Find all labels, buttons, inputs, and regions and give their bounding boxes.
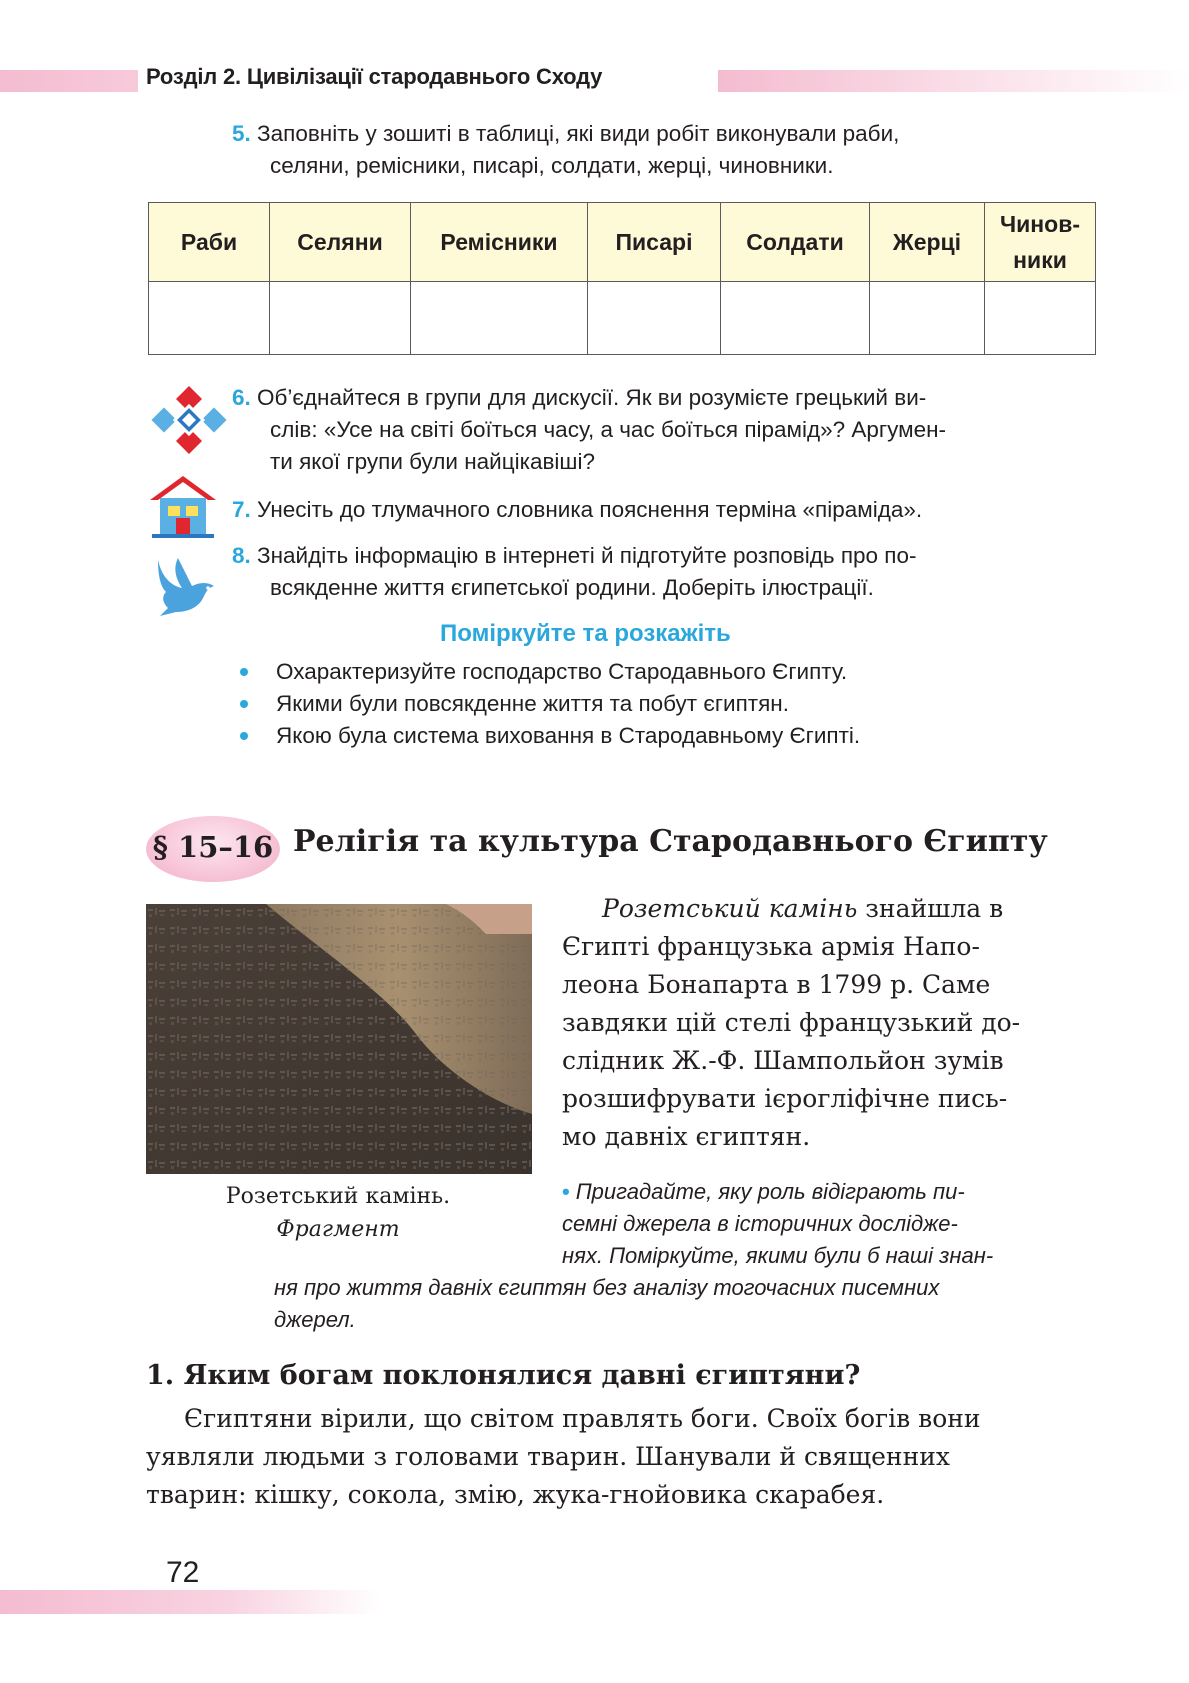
task-text-line: Знайдіть інформацію в інтернеті й підготуйте розповідь про по- <box>257 543 917 568</box>
table-cell <box>985 282 1096 355</box>
table-header-cell: Жерці <box>870 203 985 282</box>
text-line: Єгипті французька армія Напо- <box>562 932 980 961</box>
section-title: Релігія та культура Стародавнього Єгипту <box>293 824 1048 859</box>
task-number: 8. <box>232 543 251 568</box>
text-line: розшифрувати ієрогліфічне пись- <box>562 1084 1008 1113</box>
table-header-cell: Раби <box>149 203 270 282</box>
think-and-tell-list <box>232 656 860 752</box>
text-line: слідник Ж.-Ф. Шампольйон зумів <box>562 1046 1004 1075</box>
task-number: 6. <box>232 385 251 410</box>
subsection-paragraph <box>146 1400 1096 1514</box>
rosetta-term: Розетський камінь <box>602 894 858 923</box>
table-cell <box>870 282 985 355</box>
rosetta-stone-image <box>146 904 532 1174</box>
table-header-line: Чинов- <box>999 211 1081 237</box>
work-types-table <box>148 202 1096 355</box>
list-item: Охарактеризуйте господарство Стародавнього Єгипту. <box>232 656 860 688</box>
running-title: Розділ 2. Цивілізації стародавнього Сходу <box>146 64 603 89</box>
home-icon <box>148 474 218 540</box>
text-line: ня про життя давніх єгиптян без аналізу тогочасних писемних <box>274 1275 940 1300</box>
footer-band <box>0 1590 380 1614</box>
page-number: 72 <box>166 1556 200 1589</box>
table-header-cell: Писарі <box>588 203 721 282</box>
text-line: джерел. <box>274 1307 356 1332</box>
table-cell <box>721 282 870 355</box>
text-line: Пригадайте, яку роль відіграють пи- <box>575 1179 965 1204</box>
header-band-right <box>718 70 1189 92</box>
dove-icon <box>152 556 222 618</box>
task-text-line: Об’єднайтеся в групи для дискусії. Як ви розумієте грецький ви- <box>257 385 927 410</box>
reflection-question <box>562 1176 1096 1272</box>
text-line: мо давніх єгиптян. <box>562 1122 811 1151</box>
task-text-line: слів: «Усе на світі боїться часу, а час боїться пірамід»? Аргумен- <box>270 417 947 442</box>
table-cell <box>149 282 270 355</box>
task-8 <box>232 540 1102 604</box>
table-cell <box>588 282 721 355</box>
bullet-icon: • <box>562 1179 570 1204</box>
table-header-cell: Солдати <box>721 203 870 282</box>
rosetta-paragraph <box>562 890 1096 1156</box>
table-header-line: ники <box>1013 247 1067 273</box>
table-cell <box>270 282 411 355</box>
text-line: Єгиптяни вірили, що світом правлять боги. Своїх богів вони <box>184 1404 981 1433</box>
task-7 <box>232 494 1102 526</box>
text-line: семні джерела в історичних дослідже- <box>562 1211 958 1236</box>
table-header-cell: Селяни <box>270 203 411 282</box>
reflection-question-continued <box>274 1272 1096 1336</box>
text-line: завдяки цій стелі французький до- <box>562 1008 1021 1037</box>
task-5 <box>232 118 1102 182</box>
header-band-left <box>0 70 138 92</box>
group-discussion-icon <box>146 384 232 456</box>
task-text-line: ти якої групи були найцікавіші? <box>270 449 595 474</box>
task-text-line: Заповніть у зошиті в таблиці, які види робіт виконували раби, <box>257 121 900 146</box>
caption-subtitle: Фрагмент <box>276 1217 400 1242</box>
task-text-line: Унесіть до тлумачного словника пояснення терміна «піраміда». <box>257 497 923 522</box>
table-row <box>149 282 1096 355</box>
task-text-line: селяни, ремісники, писарі, солдати, жерці, чиновники. <box>270 153 834 178</box>
task-number: 7. <box>232 497 251 522</box>
list-item: Якою була система виховання в Стародавньому Єгипті. <box>232 720 860 752</box>
text-line: уявляли людьми з головами тварин. Шанували й священних <box>146 1442 950 1471</box>
rosetta-stone-photo <box>146 904 532 1174</box>
subsection-heading: 1. Яким богам поклонялися давні єгиптяни? <box>146 1360 861 1391</box>
section-number: § 15–16 <box>152 830 274 864</box>
think-and-tell-heading: Поміркуйте та розкажіть <box>440 620 731 647</box>
photo-caption <box>146 1180 530 1246</box>
table-header-cell <box>985 203 1096 282</box>
text-line: леона Бонапарта в 1799 р. Саме <box>562 970 991 999</box>
text-line: знайшла в <box>857 894 1004 923</box>
text-line: тварин: кішку, сокола, змію, жука-гнойовика скарабея. <box>146 1480 885 1509</box>
table-cell <box>411 282 588 355</box>
list-item: Якими були повсякденне життя та побут єгиптян. <box>232 688 860 720</box>
text-line: нях. Поміркуйте, якими були б наші знан- <box>562 1243 994 1268</box>
task-number: 5. <box>232 121 251 146</box>
caption-title: Розетський камінь. <box>225 1184 451 1209</box>
table-header-cell: Ремісники <box>411 203 588 282</box>
task-text-line: всякденне життя єгипетської родини. Доберіть ілюстрації. <box>270 575 874 600</box>
task-6 <box>232 382 1102 478</box>
